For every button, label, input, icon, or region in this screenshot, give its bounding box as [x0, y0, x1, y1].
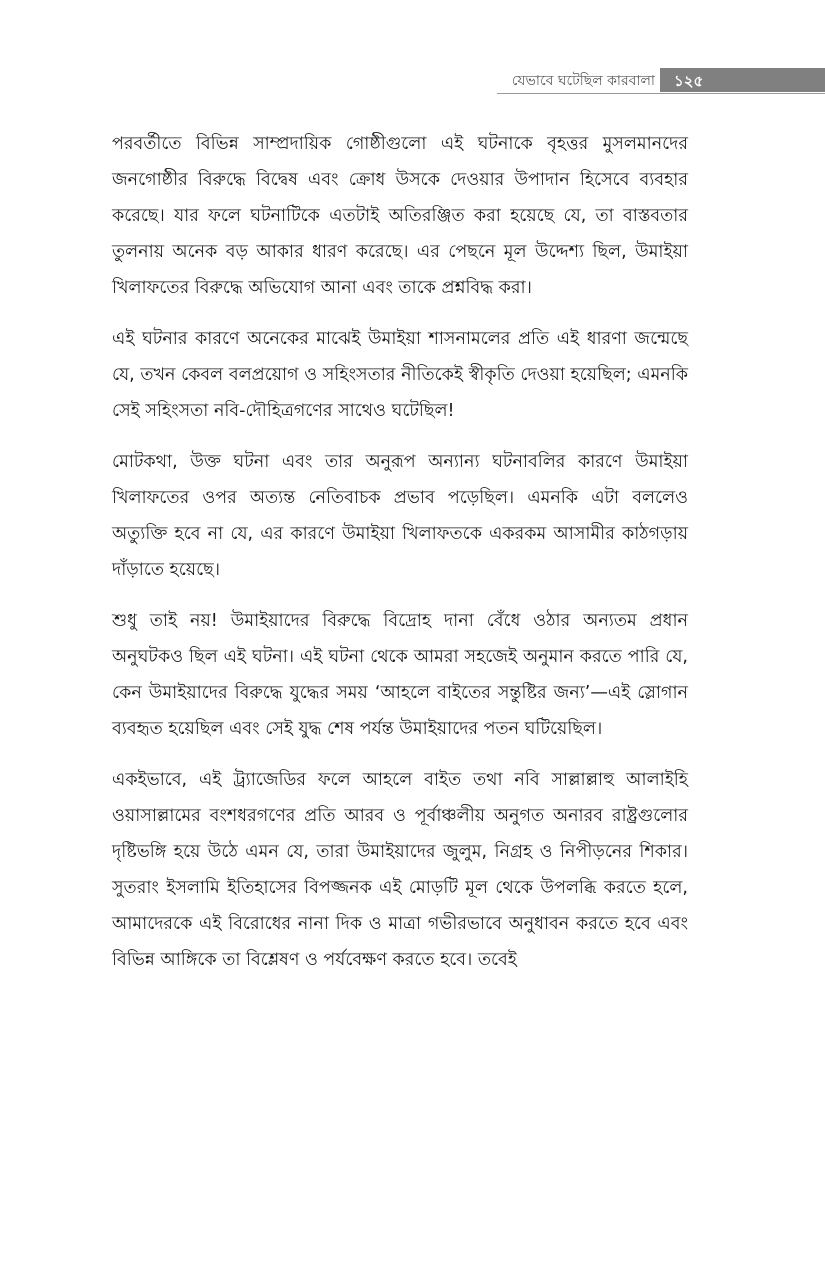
- paragraph-3: মোটকথা, উক্ত ঘটনা এবং তার অনুরূপ অন্যান্য ঘটনাবলির কারণে উমাইয়া খিলাফতের ওপর অত্যন্ত নেতিবাচক প্রভাব পড়েছিল। এমনকি এটা বললেও অত্যুক্তি হবে না যে, এর কারণে উমাইয়া খিলাফতকে একরকম আসামীর কাঠগড়ায় দাঁড়াতে হয়েছে।: [112, 452, 688, 580]
- running-header-title: যেভাবে ঘটেছিল কারবালা: [511, 73, 655, 89]
- paragraph-1: পরবর্তীতে বিভিন্ন সাম্প্রদায়িক গোষ্ঠীগুলো এই ঘটনাকে বৃহত্তর মুসলমানদের জনগোষ্ঠীর বিরুদ্ধে বিদ্বেষ এবং ক্রোধ উসকে দেওয়ার উপাদান হিসেবে ব্যবহার করেছে। যার ফলে ঘটনাটিকে এতটাই অতিরঞ্জিত করা হয়েছে যে, তা বাস্তবতার তুলনায় অনেক বড় আকার ধারণ করেছে। এর পেছনে মূল উদ্দেশ্য ছিল, উমাইয়া খিলাফতের বিরুদ্ধে অভিযোগ আনা এবং তাকে প্রশ্নবিদ্ধ করা।: [112, 134, 688, 298]
- page-number-box: [660, 68, 825, 92]
- paragraph-2: এই ঘটনার কারণে অনেকের মাঝেই উমাইয়া শাসনামলের প্রতি এই ধারণা জন্মেছে যে, তখন কেবল বলপ্রয়োগ ও সহিংসতার নীতিকেই স্বীকৃতি দেওয়া হয়েছিল; এমনকি সেই সহিংসতা নবি-দৌহিত্রগণের সাথেও ঘটেছিল!: [112, 329, 688, 421]
- paragraph-5: একইভাবে, এই ট্র্যাজেডির ফলে আহলে বাইত তথা নবি সাল্লাল্লাহু আলাইহি ওয়াসাল্লামের বংশধরগণের প্রতি আরব ও পূর্বাঞ্চলীয় অনুগত অনারব রাষ্ট্রগুলোর দৃষ্টিভঙ্গি হয়ে উঠে এমন যে, তারা উমাইয়াদের জুলুম, নিগ্রহ ও নিপীড়নের শিকার। সুতরাং ইসলামি ইতিহাসের বিপজ্জনক এই মোড়টি মূল থেকে উপলব্ধি করতে হলে, আমাদেরকে এই বিরোধের নানা দিক ও মাত্রা গভীরভাবে অনুধাবন করতে হবে এবং বিভিন্ন আঙ্গিকে তা বিশ্লেষণ ও পর্যবেক্ষণ করতে হবে। তবেই: [112, 770, 688, 970]
- header-rule: [497, 93, 825, 94]
- running-header: [0, 66, 825, 98]
- body-text: [112, 126, 688, 993]
- paragraph-4: শুধু তাই নয়! উমাইয়াদের বিরুদ্ধে বিদ্রোহ দানা বেঁধে ওঠার অন্যতম প্রধান অনুঘটকও ছিল এই ঘটনা। এই ঘটনা থেকে আমরা সহজেই অনুমান করতে পারি যে, কেন উমাইয়াদের বিরুদ্ধে যুদ্ধের সময় ‘আহলে বাইতের সন্তুষ্টির জন্য’—এই স্লোগান ব্যবহৃত হয়েছিল এবং সেই যুদ্ধ শেষ পর্যন্ত উমাইয়াদের পতন ঘটিয়েছিল।: [112, 611, 688, 739]
- page-number: ১২৫: [674, 72, 704, 90]
